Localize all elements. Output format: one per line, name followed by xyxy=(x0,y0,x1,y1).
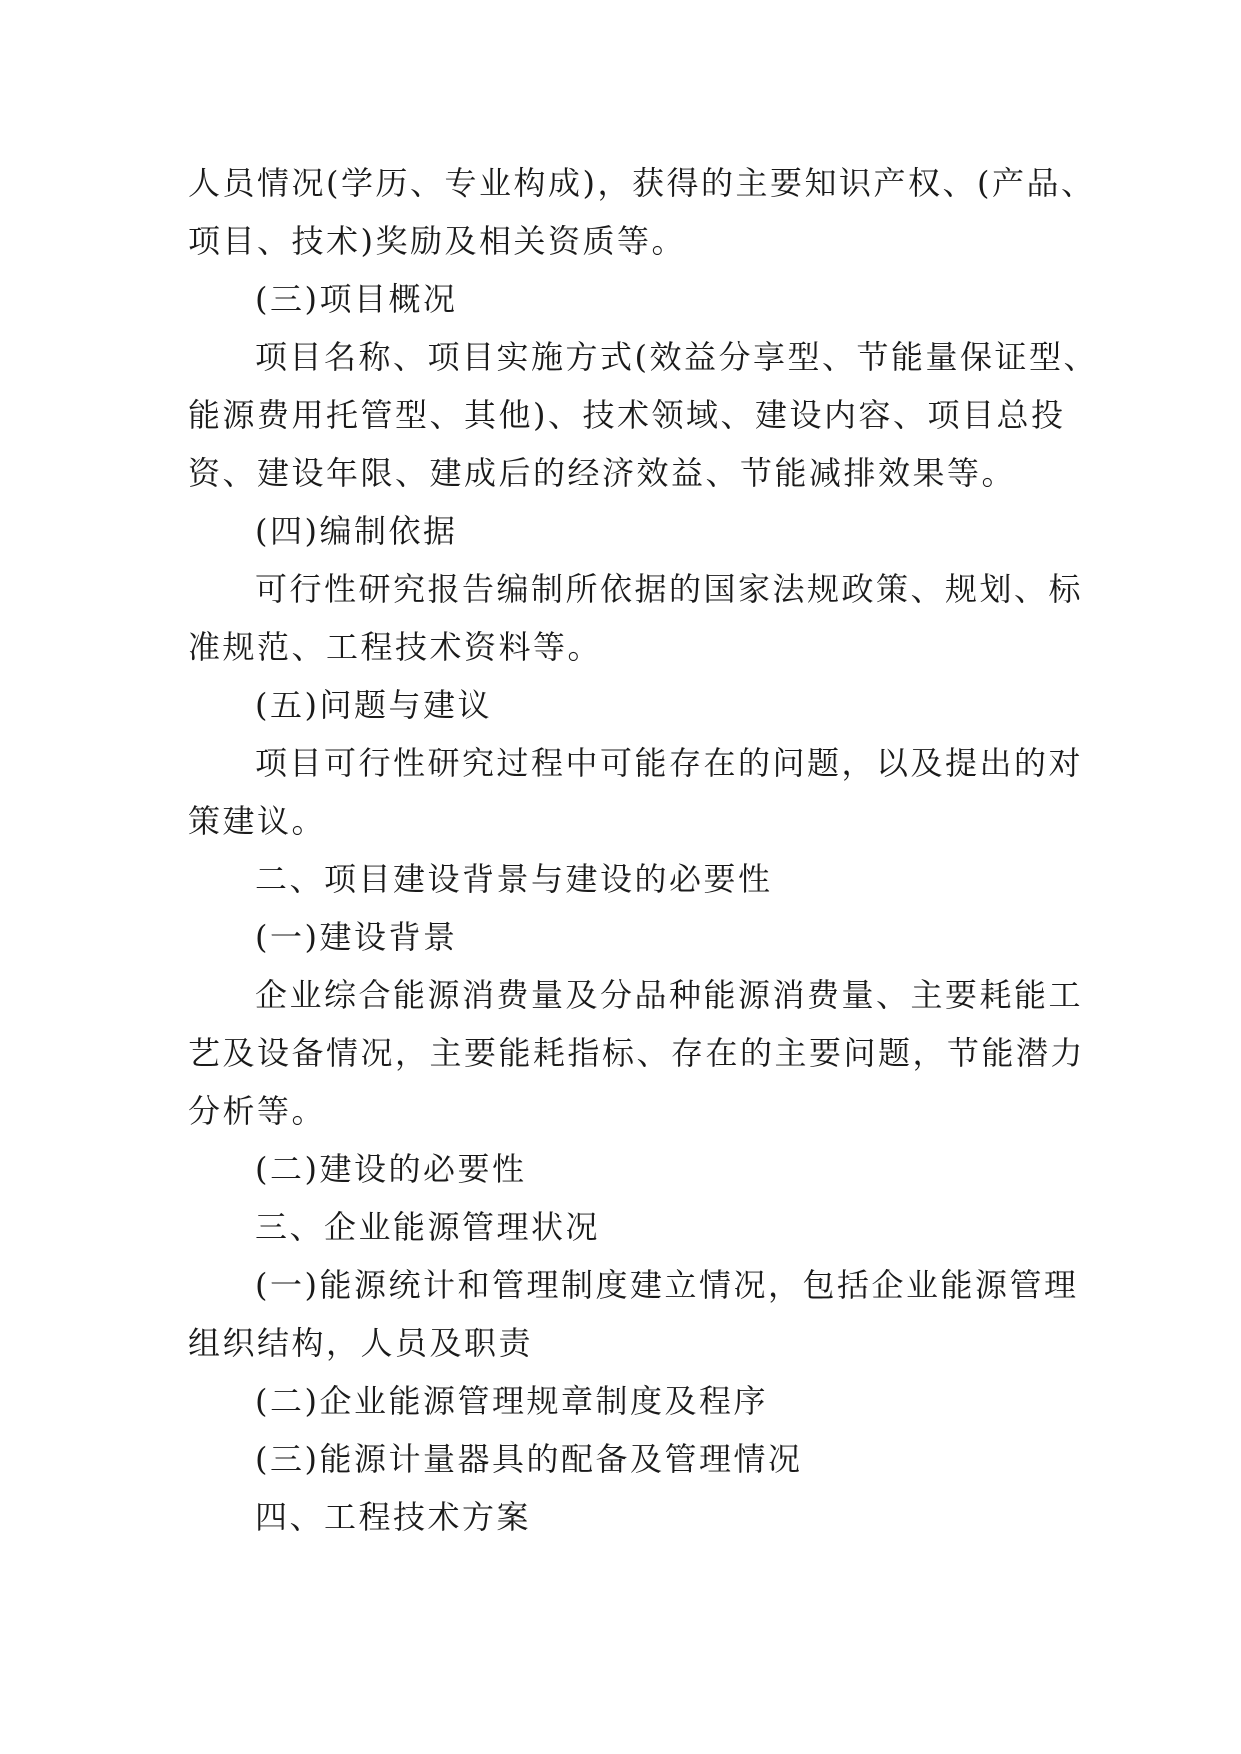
section-heading: (五)问题与建议 xyxy=(255,686,492,724)
section-heading: (一)建设背景 xyxy=(255,918,458,956)
body-text-line: 项目名称、项目实施方式(效益分享型、节能量保证型、 xyxy=(255,338,1098,376)
body-text-line: 企业综合能源消费量及分品种能源消费量、主要耗能工 xyxy=(255,976,1084,1014)
body-text-line: 分析等。 xyxy=(188,1092,327,1130)
body-text-line: 可行性研究报告编制所依据的国家法规政策、规划、标 xyxy=(255,570,1084,608)
body-text-line: 资、建设年限、建成后的经济效益、节能减排效果等。 xyxy=(188,454,1017,492)
section-heading: (三)能源计量器具的配备及管理情况 xyxy=(255,1440,803,1478)
body-text-line: 组织结构，人员及职责 xyxy=(188,1324,534,1362)
body-text-line: 项目、技术)奖励及相关资质等。 xyxy=(188,222,686,260)
section-heading: (二)建设的必要性 xyxy=(255,1150,527,1188)
chapter-heading: 四、工程技术方案 xyxy=(255,1498,532,1536)
body-text-line: 策建议。 xyxy=(188,802,327,840)
body-text-line: 能源费用托管型、其他)、技术领域、建设内容、项目总投 xyxy=(188,396,1066,434)
body-text-line: 项目可行性研究过程中可能存在的问题，以及提出的对 xyxy=(255,744,1084,782)
chapter-heading: 二、项目建设背景与建设的必要性 xyxy=(255,860,773,898)
body-text-line: 人员情况(学历、专业构成)，获得的主要知识产权、(产品、 xyxy=(188,164,1096,202)
section-heading: (四)编制依据 xyxy=(255,512,458,550)
chapter-heading: 三、企业能源管理状况 xyxy=(255,1208,601,1246)
body-text-line: 准规范、工程技术资料等。 xyxy=(188,628,603,666)
section-heading: (一)能源统计和管理制度建立情况，包括企业能源管理 xyxy=(255,1266,1079,1304)
body-text-line: 艺及设备情况，主要能耗指标、存在的主要问题，节能潜力 xyxy=(188,1034,1086,1072)
section-heading: (二)企业能源管理规章制度及程序 xyxy=(255,1382,768,1420)
section-heading: (三)项目概况 xyxy=(255,280,458,318)
